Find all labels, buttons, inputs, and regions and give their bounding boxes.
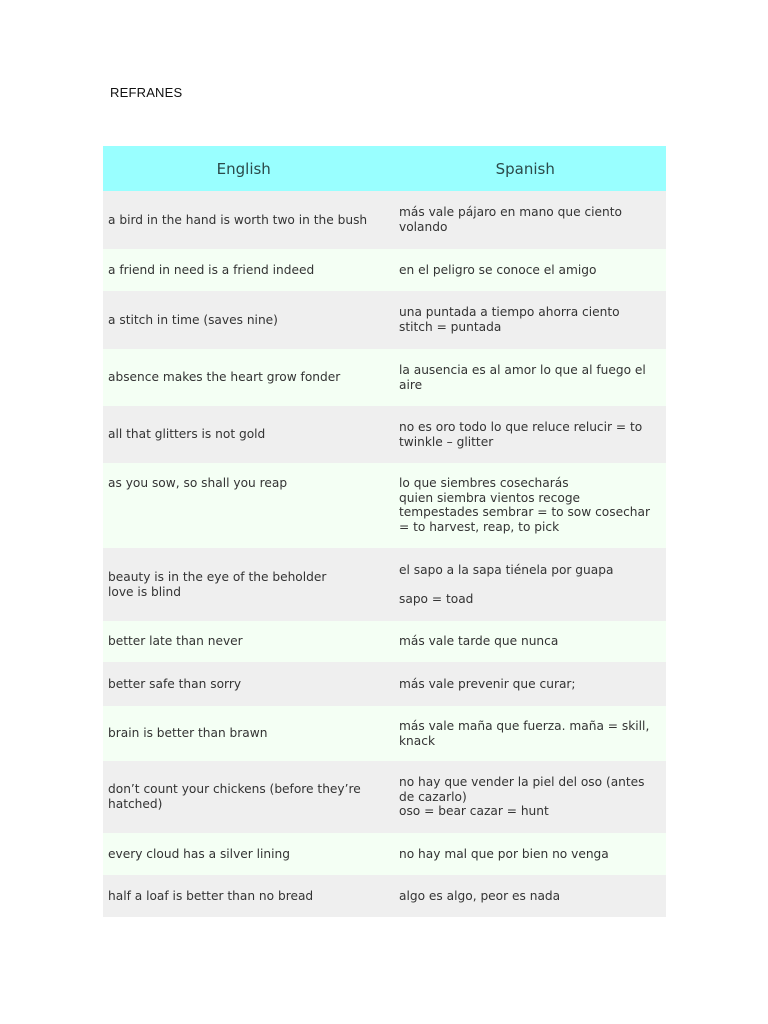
table-row (103, 662, 666, 706)
cell-english: brain is better than brawn (108, 726, 268, 741)
cell-english: all that glitters is not gold (108, 427, 266, 442)
cell-spanish: más vale prevenir que curar; (399, 676, 576, 691)
table-row (103, 621, 666, 662)
cell-english: half a loaf is better than no bread (108, 888, 314, 903)
cell-english: a bird in the hand is worth two in the bush (108, 212, 368, 227)
cell-spanish: más vale tarde que nunca (399, 634, 559, 649)
table-row (103, 548, 666, 621)
cell-english: a stitch in time (saves nine) (108, 312, 278, 327)
proverbs-table (103, 146, 666, 917)
cell-spanish: la ausencia es al amor lo que al fuego el aire (399, 362, 646, 392)
table-row (103, 463, 666, 548)
cell-english: better safe than sorry (108, 676, 242, 691)
cell-spanish: más vale pájaro en mano que ciento volando (399, 205, 623, 234)
cell-spanish: el sapo a la sapa tiénela por guapa sapo = toad (399, 562, 614, 606)
cell-english: beauty is in the eye of the beholder love is blind (108, 569, 327, 599)
table-row (103, 291, 666, 349)
table-row (103, 191, 666, 249)
table-row (103, 706, 666, 761)
table-row (103, 349, 666, 406)
cell-spanish: más vale maña que fuerza. maña = skill, knack (399, 718, 650, 748)
cell-spanish: una puntada a tiempo ahorra ciento stitch = puntada (399, 305, 620, 334)
cell-english: every cloud has a silver lining (108, 846, 291, 861)
cell-spanish: en el peligro se conoce el amigo (399, 262, 597, 277)
cell-spanish: no hay mal que por bien no venga (399, 846, 609, 861)
cell-spanish: no hay que vender la piel del oso (antes de cazarlo) oso = bear cazar = hunt (399, 775, 645, 819)
document-title: REFRANES (110, 85, 183, 100)
cell-english: a friend in need is a friend indeed (108, 262, 315, 277)
cell-spanish: lo que siembres cosecharás quien siembra vientos recoge tempestades sembrar = to sow cosechar = to harvest, reap, to pick (399, 476, 651, 534)
table-row (103, 875, 666, 917)
cell-english: as you sow, so shall you reap (108, 476, 288, 490)
header-spanish: Spanish (495, 159, 555, 178)
table-row (103, 761, 666, 833)
header-english: English (216, 159, 271, 178)
table-row (103, 406, 666, 463)
cell-english: absence makes the heart grow fonder (108, 370, 341, 385)
table-header-row (103, 146, 666, 191)
cell-english: don’t count your chickens (before they’re hatched) (108, 782, 361, 811)
cell-spanish: algo es algo, peor es nada (399, 888, 561, 903)
cell-spanish: no es oro todo lo que reluce relucir = to twinkle – glitter (399, 419, 643, 449)
table-row (103, 833, 666, 875)
cell-english: better late than never (108, 634, 243, 649)
table-row (103, 249, 666, 291)
